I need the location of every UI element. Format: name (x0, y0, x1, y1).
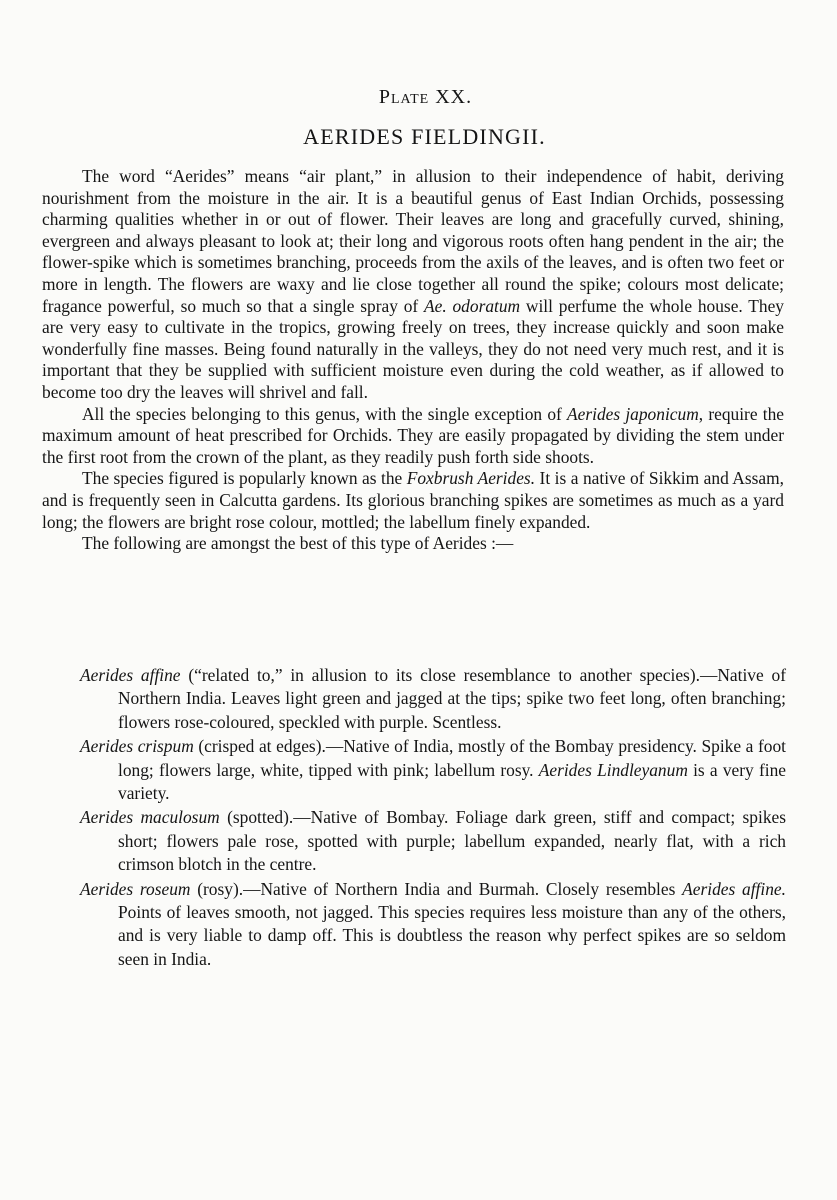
species-name: Aerides maculosum (80, 807, 220, 828)
species-list (80, 664, 786, 972)
species-name: Aerides japonicum (567, 403, 699, 424)
species-name: Aerides roseum (80, 878, 191, 899)
text-run: All the species belonging to this genus, with the single exception of (82, 403, 568, 424)
paragraph-intro (42, 166, 784, 404)
description-body (42, 166, 784, 555)
species-entry-maculosum (80, 806, 786, 876)
species-entry-roseum (80, 878, 786, 972)
species-description: (spotted).—Native of Bombay. Foliage dark green, stiff and compact; spikes short; flowers pale rose, spotted with purple; labellum expanded, nearly flat, with a rich crimson blotch in the centre. (118, 807, 786, 875)
text-run: It is a native of Sikkim and Assam, and is frequently seen in Calcutta gardens. Its glorious branching spikes are sometimes as much as a yard long; the flowers are bright rose colour, mottled; the labellum finely expanded. (42, 468, 784, 532)
species-name: Aerides Lindleyanum (538, 759, 688, 780)
plate-label: Plate XX. (378, 86, 473, 108)
species-description: (rosy).—Native of Northern India and Burmah. Closely resembles (190, 878, 683, 899)
species-entry-crispum (80, 735, 786, 805)
species-entry-affine (80, 664, 786, 734)
paragraph-list-intro (42, 533, 784, 555)
text-run: The species figured is popularly known as the (82, 468, 407, 489)
species-name: Aerides crispum (80, 736, 194, 757)
species-name: Aerides affine. (682, 878, 786, 899)
species-name: Aerides affine (80, 665, 181, 685)
species-name: Foxbrush Aerides. (406, 468, 536, 489)
text-run: The following are amongst the best of this type of Aerides :— (82, 533, 514, 554)
species-description: (“related to,” in allusion to its close resemblance to another species).—Native of Northern India. Leaves light green and jagged at the tips; spike two feet long, often branching; flowers rose-coloured, speckled with purple. Scentless. (118, 665, 786, 732)
species-description: (crisped at edges).—Native of India, mostly of the Bombay presidency. Spike a foot long; flowers large, white, tipped with pink; labellum rosy. (118, 736, 787, 780)
text-run: , require the maximum amount of heat prescribed for Orchids. They are easily propagated by dividing the stem under the first root from the crown of the plant, as they readily push forth side shoots. (42, 403, 785, 467)
page-title: AERIDES FIELDINGII. (303, 124, 546, 149)
text-run: The word “Aerides” means “air plant,” in allusion to their independence of habit, deriving nourishment from the moisture in the air. It is a beautiful genus of East Indian Orchids, possessing charming qualities whether in or out of flower. Their leaves are long and gracefully curved, shining, evergreen and always pleasant to look at; their long and vigorous roots often hang pendent in the air; the flower-spike which is sometimes branching, proceeds from the axils of the leaves, and is often two feet or more in length. The flowers are waxy and lie close together all round the spike; colours most delicate; fragance powerful, so much so that a single spray of (42, 166, 784, 316)
species-description: Points of leaves smooth, not jagged. This species requires less moisture than any of the others, and is very liable to damp off. This is doubtless the reason why perfect spikes are so seldom seen in India. (118, 902, 786, 969)
text-run: will perfume the whole house. They are very easy to cultivate in the tropics, growing freely on trees, they increase quickly and soon make wonderfully fine masses. Being found naturally in the valleys, they do not need very much rest, and it is important that they be supplied with sufficient moisture even during the cold weather, as if allowed to become too dry the leaves will shrivel and fall. (42, 295, 784, 402)
species-name: Ae. odoratum (424, 295, 521, 316)
species-description: is a very fine variety. (118, 759, 786, 804)
paragraph-culture (42, 404, 784, 469)
paragraph-figured-species (42, 468, 784, 533)
